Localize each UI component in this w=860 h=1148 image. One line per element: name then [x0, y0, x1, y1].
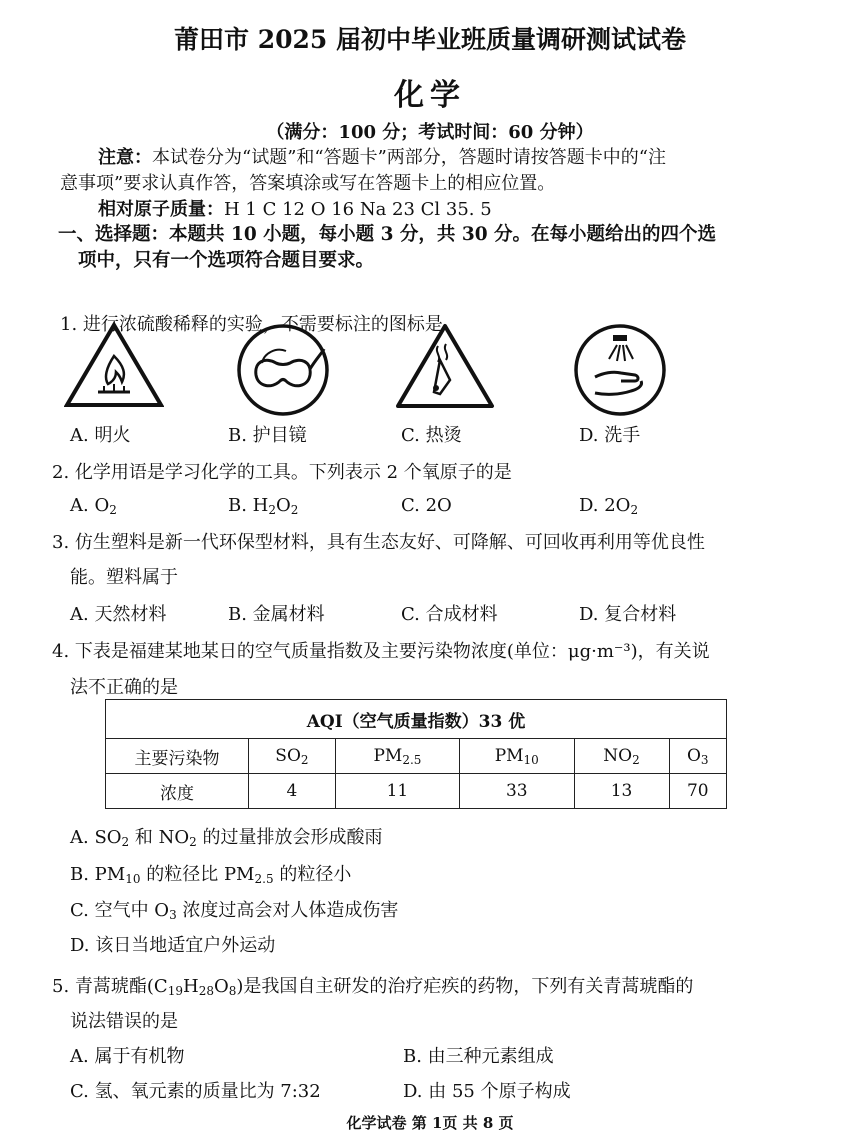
- q4-a-2: 2: [121, 835, 130, 849]
- q2-b-text: B. H: [228, 495, 269, 516]
- atomic-mass-line: [98, 197, 492, 223]
- q5-s-c: O: [213, 976, 229, 997]
- page-footer: 化学试卷 第 1页 共 8 页: [346, 1114, 514, 1132]
- q3-stem-line-2: 能。塑料属于: [70, 567, 178, 588]
- section-heading-line-1: 一、选择题：本题共 10 小题，每小题 3 分，共 30 分。在每小题给出的四个选: [58, 224, 717, 245]
- pm10-text: PM: [494, 745, 524, 766]
- table-cell: 70: [669, 774, 726, 809]
- q5-stem-line-2: 说法错误的是: [70, 1011, 178, 1032]
- q1-stem: 1. 进行浓硫酸稀释的实验，不需要标注的图标是: [60, 314, 443, 335]
- atomic-mass-values: H 1 C 12 O 16 Na 23 Cl 35. 5: [224, 199, 492, 220]
- q5-option-a: A. 属于有机物: [70, 1046, 185, 1067]
- section-heading-line-2: 项中，只有一个选项符合题目要求。: [78, 250, 375, 271]
- pm25-header: [335, 739, 459, 774]
- q3-option-c: C. 合成材料: [401, 604, 498, 625]
- q4-b-3: 的粒径比 PM: [140, 864, 255, 885]
- q5-option-c: C. 氢、氧元素的质量比为 7:32: [70, 1081, 321, 1102]
- open-flame-icon: [64, 322, 164, 408]
- table-cell: 11: [335, 774, 459, 809]
- q4-b-1: B. PM: [70, 864, 126, 885]
- wash-hands-icon: [573, 323, 667, 417]
- q3-option-b: B. 金属材料: [228, 604, 325, 625]
- concentration-label: 浓度: [106, 774, 249, 809]
- q4-stem-line-2: 法不正确的是: [70, 677, 178, 698]
- q3-stem-line-1: 3. 仿生塑料是新一代环保型材料，具有生态友好、可降解、可回收再利用等优良性: [52, 532, 705, 553]
- pm10-sub: 10: [523, 752, 539, 767]
- q1-option-d: D. 洗手: [579, 425, 641, 446]
- q4-option-b: [70, 860, 351, 886]
- pm25-sub: 2.5: [402, 752, 422, 767]
- q2-option-a: [70, 495, 117, 517]
- q2-b-mid: O: [276, 495, 291, 516]
- q4-a-4: 2: [189, 835, 197, 849]
- q4-option-c: [70, 896, 398, 922]
- table-row: [106, 739, 727, 774]
- aqi-header: AQI（空气质量指数）33 优: [106, 700, 727, 739]
- no2-header: [574, 739, 669, 774]
- q2-b-sub1: 2: [268, 503, 277, 517]
- table-cell: 4: [249, 774, 336, 809]
- q2-option-c: C. 2O: [401, 495, 452, 516]
- aqi-table: [105, 699, 727, 809]
- q2-option-d: [579, 495, 638, 517]
- q5-s-a: 5. 青蒿琥酯(C: [52, 976, 168, 997]
- q4-option-d: D. 该日当地适宜户外运动: [70, 935, 276, 956]
- so2-sub: 2: [300, 752, 309, 767]
- goggles-icon: [236, 323, 330, 417]
- notice-text-1: 本试卷分为“试题”和“答题卡”两部分，答题时请按答题卡中的“注: [152, 147, 667, 168]
- q5-sub-3: 8: [228, 984, 237, 998]
- exam-title: 莆田市 2025 届初中毕业班质量调研测试试卷: [174, 25, 686, 54]
- table-row: [106, 774, 727, 809]
- q4-b-4: 2.5: [254, 872, 274, 886]
- hot-burn-icon: [394, 322, 496, 410]
- no2-text: NO: [603, 745, 633, 766]
- q2-a-sub: 2: [109, 503, 117, 517]
- so2-text: SO: [275, 745, 301, 766]
- q1-option-a: A. 明火: [70, 425, 131, 446]
- q2-stem: 2. 化学用语是学习化学的工具。下列表示 2 个氧原子的是: [52, 462, 512, 483]
- q2-a-text: A. O: [70, 495, 110, 516]
- exam-meta: （满分：100 分；考试时间：60 分钟）: [266, 122, 594, 143]
- table-cell: 13: [574, 774, 669, 809]
- q2-option-b: [228, 495, 298, 517]
- q2-b-sub2: 2: [290, 503, 299, 517]
- notice-line-2: 意事项”要求认真作答，答案填涂或写在答题卡上的相应位置。: [60, 173, 556, 194]
- o3-sub: 3: [700, 752, 709, 767]
- q5-sub-2: 28: [198, 984, 214, 998]
- pm25-text: PM: [373, 745, 403, 766]
- q1-option-b: B. 护目镜: [228, 425, 307, 446]
- q5-s-d: )是我国自主研发的治疗疟疾的药物，下列有关青蒿琥酯的: [236, 976, 694, 997]
- o3-text: O: [686, 745, 701, 766]
- q4-b-5: 的粒径小: [273, 864, 352, 885]
- q5-option-b: B. 由三种元素组成: [403, 1046, 554, 1067]
- notice-label: 注意：: [98, 147, 152, 168]
- q4-a-3: 和 NO: [129, 827, 190, 848]
- q3-option-a: A. 天然材料: [70, 604, 167, 625]
- q5-s-b: H: [182, 976, 199, 997]
- table-row: [106, 700, 727, 739]
- table-cell: 33: [460, 774, 575, 809]
- q2-d-sub: 2: [630, 503, 639, 517]
- pm10-header: [460, 739, 575, 774]
- notice-line-1: [98, 145, 666, 171]
- q4-stem-line-1: 4. 下表是福建某地某日的空气质量指数及主要污染物浓度(单位：μg·m⁻³)，有关说: [52, 641, 710, 662]
- q5-stem-line-1: [52, 972, 693, 998]
- q3-option-d: D. 复合材料: [579, 604, 677, 625]
- q4-b-2: 10: [125, 872, 141, 886]
- q4-c-1: C. 空气中 O: [70, 900, 170, 921]
- q5-option-d: D. 由 55 个原子构成: [403, 1081, 571, 1102]
- q1-option-c: C. 热烫: [401, 425, 462, 446]
- pollutant-label: 主要污染物: [106, 739, 249, 774]
- no2-sub: 2: [632, 752, 640, 767]
- o3-header: [669, 739, 726, 774]
- so2-header: [249, 739, 336, 774]
- q2-d-text: D. 2O: [579, 495, 631, 516]
- subject-title: 化学: [394, 78, 466, 113]
- q4-a-1: A. SO: [70, 827, 122, 848]
- q4-option-a: [70, 823, 383, 849]
- q4-c-2: 3: [169, 908, 177, 922]
- q4-a-5: 的过量排放会形成酸雨: [196, 827, 383, 848]
- q5-sub-1: 19: [167, 984, 183, 998]
- atomic-mass-label: 相对原子质量：: [98, 199, 224, 220]
- q4-c-3: 浓度过高会对人体造成伤害: [176, 900, 399, 921]
